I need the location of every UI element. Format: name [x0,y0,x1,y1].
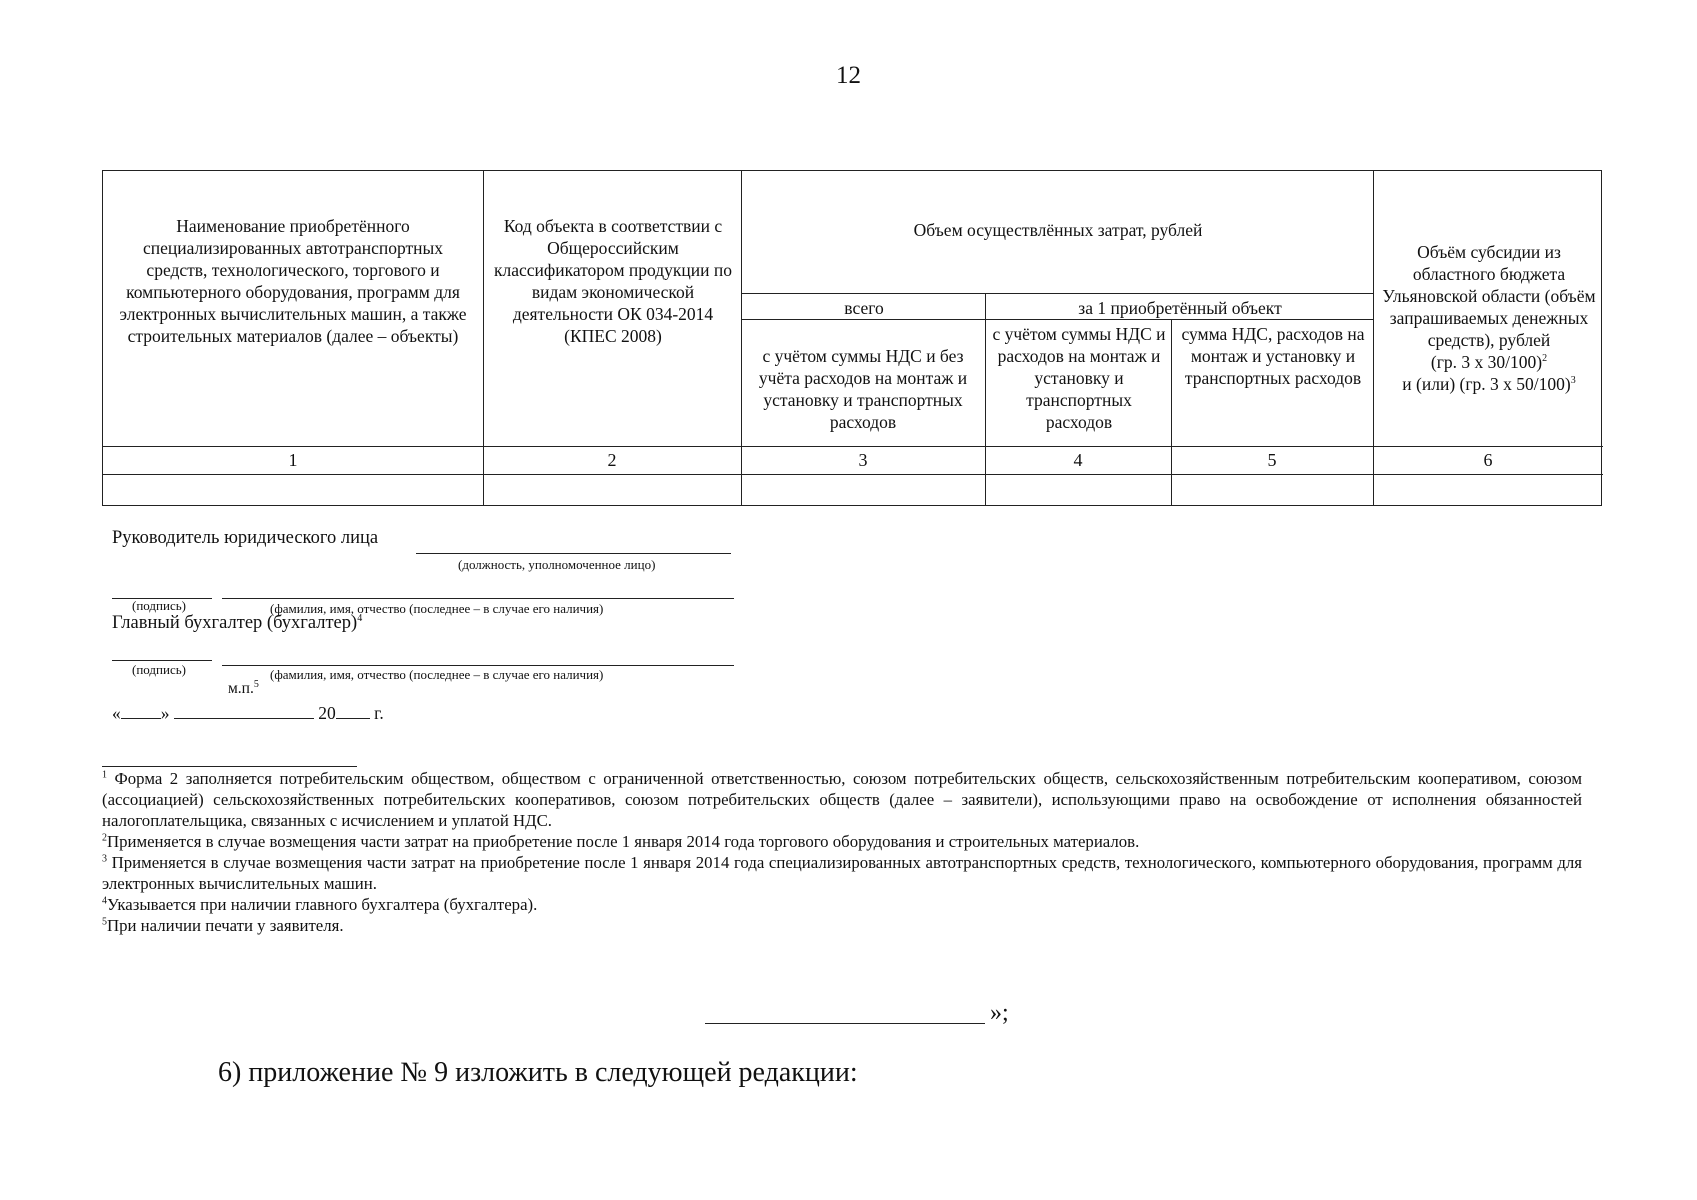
header-costs-per-object: за 1 приобретённый объект [1078,298,1282,318]
date-year-prefix: 20 [318,703,336,723]
table-divider [741,319,1373,320]
position-line[interactable] [416,553,731,554]
footnote-mark: 4 [102,895,107,907]
footnote-1 [102,768,1582,831]
header-col5: сумма НДС, расходов на монтаж и установку и транспортных расходов [1181,324,1365,388]
position-hint: (должность, уполномоченное лицо) [458,557,656,572]
head-name-line[interactable] [222,598,734,599]
footnote-text: Форма 2 заполняется потребительским обществом, обществом с ограниченной ответственностью, союзом потребительских обществ, сельскохозяйственным потребительским кооперативом, союзом (ассоциацией) сельскохозяйственных потребительских кооперативов, союзом потребительских обществ (далее – заявители), использующими право на освобождение от исполнения обязанностей налогоплательщика, связанных с исчислением и уплатой НДС. [102,769,1582,830]
accountant-name-line[interactable] [222,665,734,666]
footnote-2 [102,831,1582,852]
footnote-text: Указывается при наличии главного бухгалтера (бухгалтера). [107,895,538,914]
accountant-label [112,613,362,634]
footnote-5 [102,915,1582,936]
footnote-text: При наличии печати у заявителя. [107,916,344,935]
signature-hint: (подпись) [132,662,186,677]
column-number: 6 [1483,450,1493,470]
date-year-suffix: г. [374,703,384,723]
footnote-mark: 3 [102,853,107,865]
column-number: 1 [288,450,298,470]
footnotes [102,768,1582,936]
page-number: 12 [836,62,861,89]
stamp-mark [228,680,259,698]
subsidy-table [102,170,1602,506]
closing-line [705,1023,985,1024]
date-line [112,703,384,724]
name-hint: (фамилия, имя, отчество (последнее – в случае его наличия) [270,667,604,682]
date-month-blank[interactable] [174,718,314,719]
column-number: 4 [1073,450,1083,470]
head-label: Руководитель юридического лица [112,528,379,548]
footnote-ref-4: 4 [357,612,363,624]
header-col4: с учётом суммы НДС и расходов на монтаж и установку и транспортных расходов [992,324,1166,432]
table-divider [741,293,1373,294]
footnote-text: Применяется в случае возмещения части затрат на приобретение после 1 января 2014 года специализированных автотранспортных средств, технологического, компьютерного оборудования, программ для электронных вычислительных машин. [102,853,1582,893]
table-divider [103,474,1603,475]
footnote-3 [102,852,1582,894]
date-quote-close: » [160,703,170,723]
date-year-blank[interactable] [336,718,370,719]
stamp-text: м.п. [228,680,254,697]
closing-quote: »; [990,1000,1009,1026]
footnote-4 [102,894,1582,915]
next-paragraph: 6) приложение № 9 изложить в следующей редакции: [218,1057,858,1088]
column-number: 3 [858,450,868,470]
accountant-label-text: Главный бухгалтер (бухгалтер) [112,613,358,633]
header-col3: с учётом суммы НДС и без учёта расходов на монтаж и установку и транспортных расходов [758,346,968,432]
date-quote-open: « [112,703,121,723]
footnote-mark: 1 [102,769,107,781]
header-subsidy-text: Объём субсидии из областного бюджета Ульяновской области (объём запрашиваемых денежных средств), рублей [1382,242,1596,350]
date-day-blank[interactable] [121,718,161,719]
footnote-ref-2: 2 [1542,353,1548,365]
header-subsidy-formula-1: (гр. 3 х 30/100) [1430,352,1543,372]
header-subsidy-formula-2: и (или) (гр. 3 х 50/100) [1402,374,1571,394]
accountant-signature-line[interactable] [112,660,212,661]
signature-hint: (подпись) [132,598,186,613]
column-number: 5 [1267,450,1277,470]
footnote-separator [102,766,357,767]
footnote-text: Применяется в случае возмещения части затрат на приобретение после 1 января 2014 года торгового оборудования и строительных материалов. [107,832,1140,851]
table-divider [1171,319,1172,505]
column-number: 2 [607,450,617,470]
footnote-mark: 2 [102,832,107,844]
header-subsidy [1379,241,1599,395]
footnote-ref-5: 5 [253,678,259,690]
footnote-ref-3: 3 [1570,375,1576,387]
footnote-mark: 5 [102,916,107,928]
header-object-name: Наименование приобретённого специализированных автотранспортных средств, технологического, торгового и компьютерного оборудования, программ для электронных вычислительных машин, а также строительных материалов (далее – объекты) [119,216,467,346]
table-divider [103,446,1603,447]
header-object-code: Код объекта в соответствии с Общероссийским классификатором продукции по видам экономической деятельности ОК 034-2014 (КПЕС 2008) [493,216,733,346]
name-hint: (фамилия, имя, отчество (последнее – в случае его наличия) [270,601,604,616]
header-costs: Объем осуществлённых затрат, рублей [913,220,1203,240]
header-costs-total: всего [844,298,884,318]
